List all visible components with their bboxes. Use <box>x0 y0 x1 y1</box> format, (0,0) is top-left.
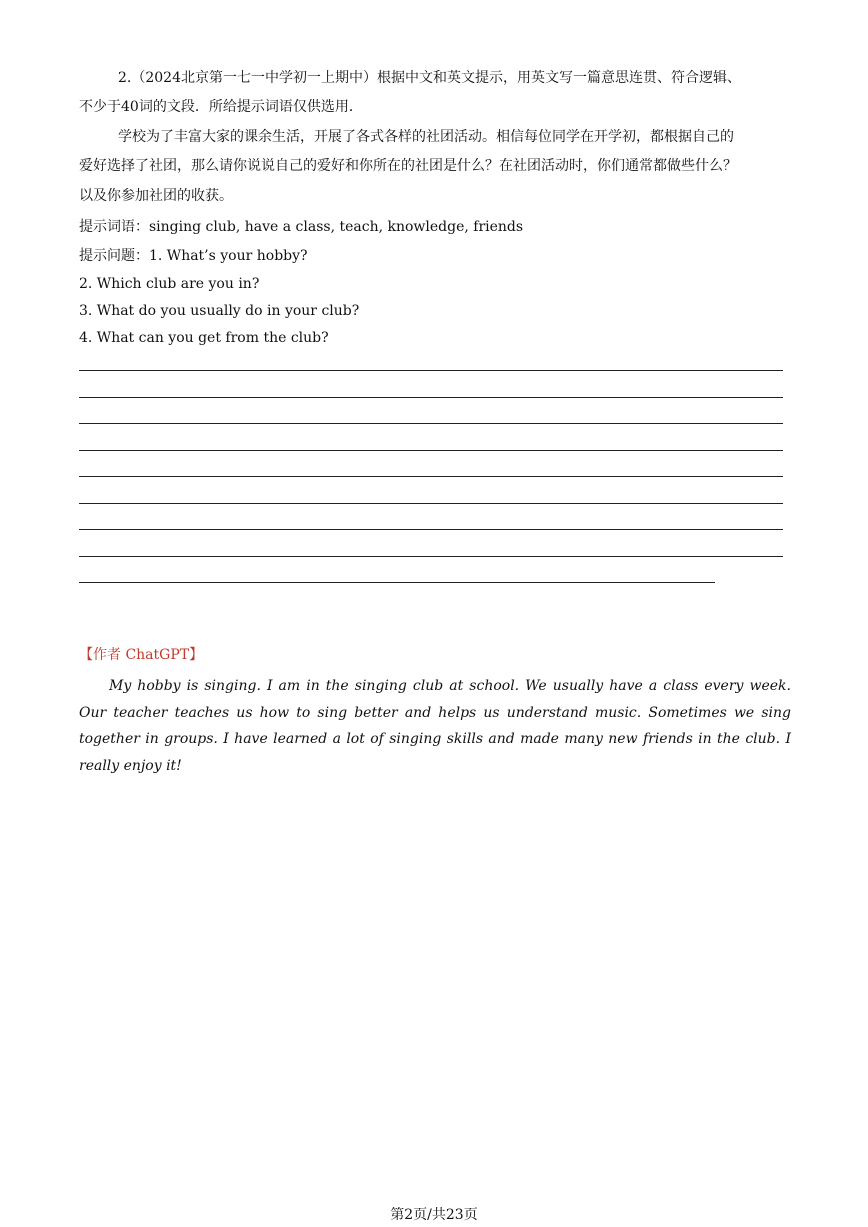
hint-question-1: 提示问题：1. What’s your hobby? <box>79 248 308 264</box>
writing-line <box>79 556 783 557</box>
writing-line <box>79 503 783 504</box>
writing-line <box>79 450 783 451</box>
answer-author-label: 【作者 ChatGPT】 <box>79 647 204 663</box>
hint-question-4: 4. What can you get from the club? <box>79 330 329 346</box>
hint-question-2: 2. Which club are you in? <box>79 276 260 292</box>
hint-words: 提示词语：singing club, have a class, teach, knowledge, friends <box>79 219 524 235</box>
answer-paragraph: My hobby is singing. I am in the singing club at school. We usually have a class every week. Our teacher teaches us how to sing better and helps us understand music. Sometimes we sing together in groups. I have learned a lot of singing skills and made many new friends in the club. I really enjoy it! <box>79 678 791 774</box>
writing-line <box>79 582 715 583</box>
writing-line <box>79 476 783 477</box>
writing-line <box>79 529 783 530</box>
question-line-2: 不少于40词的文段．所给提示词语仅供选用． <box>79 99 363 115</box>
writing-line <box>79 370 783 371</box>
hint-question-3: 3. What do you usually do in your club? <box>79 303 360 319</box>
prompt-line-3: 以及你参加社团的收获。 <box>79 188 233 204</box>
page-number: 第2页/共23页 <box>390 1207 478 1223</box>
prompt-line-2: 爱好选择了社团，那么请你说说自己的爱好和你所在的社团是什么？在社团活动时，你们通常都做些什么？ <box>79 158 737 174</box>
writing-line <box>79 423 783 424</box>
prompt-line-1: 学校为了丰富大家的课余生活，开展了各式各样的社团活动。相信每位同学在开学初，都根据自己的 <box>118 129 734 145</box>
question-line-1: 2.（2024北京第一七一中学初一上期中）根据中文和英文提示，用英文写一篇意思连贯、符合逻辑、 <box>118 70 741 86</box>
writing-line <box>79 397 783 398</box>
